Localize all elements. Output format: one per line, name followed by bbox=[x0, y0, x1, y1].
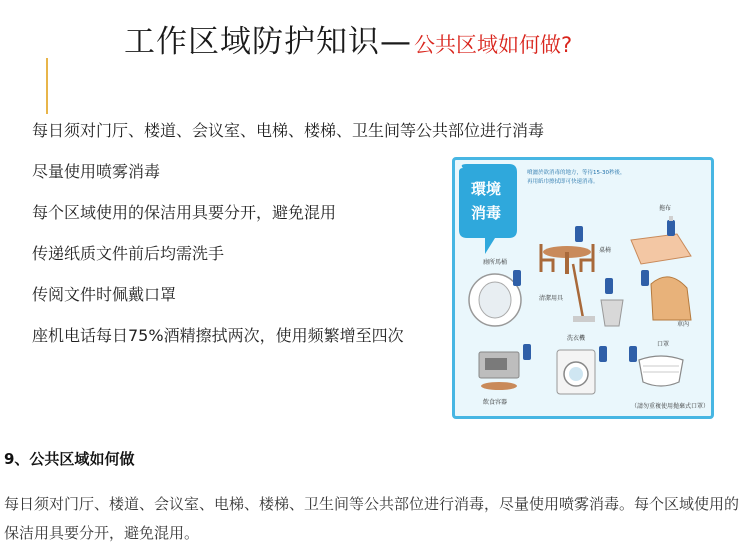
disinfection-poster bbox=[452, 157, 714, 419]
accent-bar bbox=[46, 58, 48, 114]
floor-icon bbox=[631, 204, 691, 264]
poster-illustration bbox=[455, 160, 711, 416]
slide-title-main: 工作区域防护知识— bbox=[124, 24, 412, 60]
label-mask: 口罩 bbox=[657, 341, 670, 348]
cleaning-tools-icon bbox=[539, 264, 623, 326]
slide-title bbox=[124, 16, 572, 61]
bullet-item: 尽量使用喷雾消毒 bbox=[32, 162, 161, 181]
bullet-item: 每日须对门厅、楼道、会议室、电梯、楼梯、卫生间等公共部位进行消毒 bbox=[32, 121, 545, 140]
poster-footnote: （請勿重複使用拋棄式口罩） bbox=[631, 403, 710, 410]
toilet-icon bbox=[469, 258, 521, 326]
article-paragraph: 每日须对门厅、楼道、会议室、电梯、楼梯、卫生间等公共部位进行消毒，尽量使用喷雾消毒。每个区域使用的保洁用具要分开，避免混用。 bbox=[4, 495, 740, 542]
label-appliance: 飲食容器 bbox=[483, 399, 508, 406]
table-chairs-icon bbox=[541, 226, 611, 274]
bubble-line2: 消毒 bbox=[471, 204, 502, 222]
label-washer: 洗衣機 bbox=[567, 335, 586, 342]
bullet-item: 传阅文件时佩戴口罩 bbox=[32, 285, 177, 304]
mask-icon bbox=[629, 340, 683, 386]
bullet-item: 传递纸质文件前后均需洗手 bbox=[32, 244, 225, 263]
poster-note-line1: 噴灑於欲消毒的地方，等待15-30秒後， bbox=[527, 170, 626, 176]
speech-bubble bbox=[459, 164, 517, 254]
label-car: 車內 bbox=[677, 321, 690, 328]
washing-machine-icon bbox=[557, 334, 607, 394]
label-table: 桌椅 bbox=[599, 247, 612, 254]
poster-note-line2: 再用紙巾擦拭即可快速消毒。 bbox=[527, 179, 599, 185]
section-heading: 9、公共区域如何做 bbox=[4, 450, 135, 468]
bubble-line1: 環境 bbox=[471, 180, 502, 198]
label-floor: 拖布 bbox=[659, 205, 672, 212]
appliance-icon bbox=[479, 344, 531, 406]
label-cleaning: 清潔用具 bbox=[539, 295, 564, 302]
bullet-item: 座机电话每日75%酒精擦拭两次，使用频繁增至四次 bbox=[32, 326, 404, 345]
label-toilet: 廁所馬桶 bbox=[483, 259, 508, 266]
car-seat-icon bbox=[641, 270, 691, 328]
bullet-item: 每个区域使用的保洁用具要分开，避免混用 bbox=[32, 203, 337, 222]
slide-title-sub: 公共区域如何做? bbox=[414, 33, 573, 57]
